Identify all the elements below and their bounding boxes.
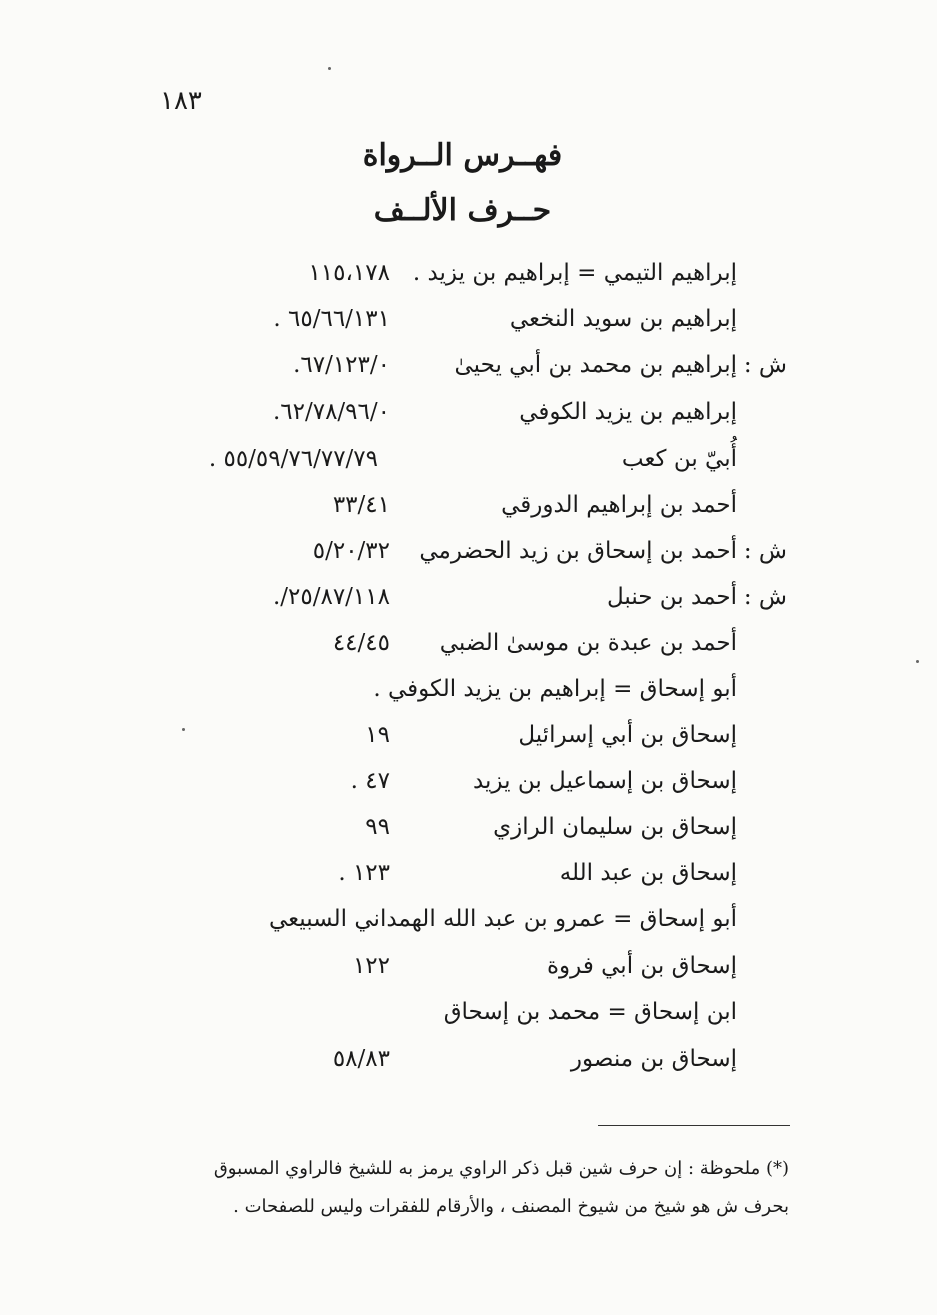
paragraph-references: ٦٧/١٢٣/٠. (293, 352, 390, 378)
print-speck (182, 728, 185, 731)
narrator-name: إبراهيم بن سويد النخعي (509, 306, 737, 332)
index-entry (0, 666, 937, 712)
index-entry (0, 574, 937, 620)
narrator-name: إبراهيم بن يزيد الكوفي (519, 399, 737, 425)
narrator-name: إسحاق بن سليمان الرازي (493, 814, 737, 840)
narrator-name: إسحاق بن أبي فروة (546, 953, 737, 979)
index-title: فهــرس الــرواة (362, 138, 563, 173)
narrator-name: أحمد بن إسحاق بن زيد الحضرمي (419, 538, 737, 564)
paragraph-references: ٦٥/٦٦/١٣١ . (273, 306, 390, 332)
paragraph-references: ٢٥/٨٧/١١٨/. (272, 584, 390, 610)
index-entry (0, 850, 937, 896)
narrator-name: أبو إسحاق = إبراهيم بن يزيد الكوفي . (373, 676, 737, 702)
index-entry (0, 943, 937, 989)
narrator-name: أُبيّ بن كعب (621, 446, 737, 472)
paragraph-references: ١١٥،١٧٨ (308, 260, 390, 286)
shaykh-mark: ش : (743, 584, 787, 610)
narrator-name: إبراهيم بن محمد بن أبي يحيىٰ (454, 352, 737, 378)
narrator-name: أحمد بن إبراهيم الدورقي (501, 492, 737, 518)
footnote-line-1: (*) ملحوظة : إن حرف شين قبل ذكر الراوي يرمز به للشيخ فالراوي المسبوق (213, 1158, 789, 1179)
print-speck (328, 67, 331, 70)
index-entry (0, 989, 937, 1035)
paragraph-references: ٤٧ . (350, 768, 390, 794)
paragraph-references: ١٢٢ (352, 953, 390, 979)
paragraph-references: ٩٩ (365, 814, 390, 840)
footnote-divider (598, 1125, 790, 1126)
narrator-name: إسحاق بن منصور (570, 1046, 737, 1072)
index-entry (0, 1036, 937, 1082)
index-entry (0, 620, 937, 666)
index-entry (0, 389, 937, 435)
paragraph-references: ١٩ (365, 722, 390, 748)
index-entry (0, 250, 937, 296)
paragraph-references: ٥٨/٨٣ (332, 1046, 390, 1072)
index-entry (0, 482, 937, 528)
index-entry (0, 804, 937, 850)
narrator-name: إبراهيم التيمي = إبراهيم بن يزيد . (412, 260, 737, 286)
paragraph-references: ٤٤/٤٥ (332, 630, 390, 656)
print-speck (916, 660, 919, 663)
index-entry (0, 758, 937, 804)
index-entry (0, 436, 937, 482)
narrator-name: إسحاق بن إسماعيل بن يزيد (472, 768, 737, 794)
narrator-name: أحمد بن حنبل (606, 584, 737, 610)
index-entry (0, 528, 937, 574)
footnote (149, 1150, 789, 1226)
shaykh-mark: ش : (743, 352, 787, 378)
narrator-name: إسحاق بن أبي إسرائيل (518, 722, 737, 748)
paragraph-references: ٦٢/٧٨/٩٦/٠. (272, 399, 390, 425)
section-heading: حــرف الألــف (373, 193, 552, 228)
shaykh-mark: ش : (743, 538, 787, 564)
narrator-name: ابن إسحاق = محمد بن إسحاق (443, 999, 737, 1025)
narrator-name: أبو إسحاق = عمرو بن عبد الله الهمداني السبيعي (269, 906, 737, 932)
paragraph-references: ٥٥/٥٩/٧٦/٧٧/٧٩ . (208, 446, 378, 472)
index-entry (0, 296, 937, 342)
footnote-line-2: بحرف ش هو شيخ من شيوخ المصنف ، والأرقام للفقرات وليس للصفحات . (233, 1196, 789, 1217)
narrator-name: إسحاق بن عبد الله (559, 860, 737, 886)
paragraph-references: ٥/٢٠/٣٢ (312, 538, 390, 564)
paragraph-references: ١٢٣ . (338, 860, 390, 886)
narrator-name: أحمد بن عبدة بن موسىٰ الضبي (439, 630, 737, 656)
index-entry (0, 712, 937, 758)
index-entry (0, 896, 937, 942)
paragraph-references: ٣٣/٤١ (332, 492, 390, 518)
index-entry (0, 342, 937, 388)
page-number: ١٨٣ (160, 86, 202, 116)
